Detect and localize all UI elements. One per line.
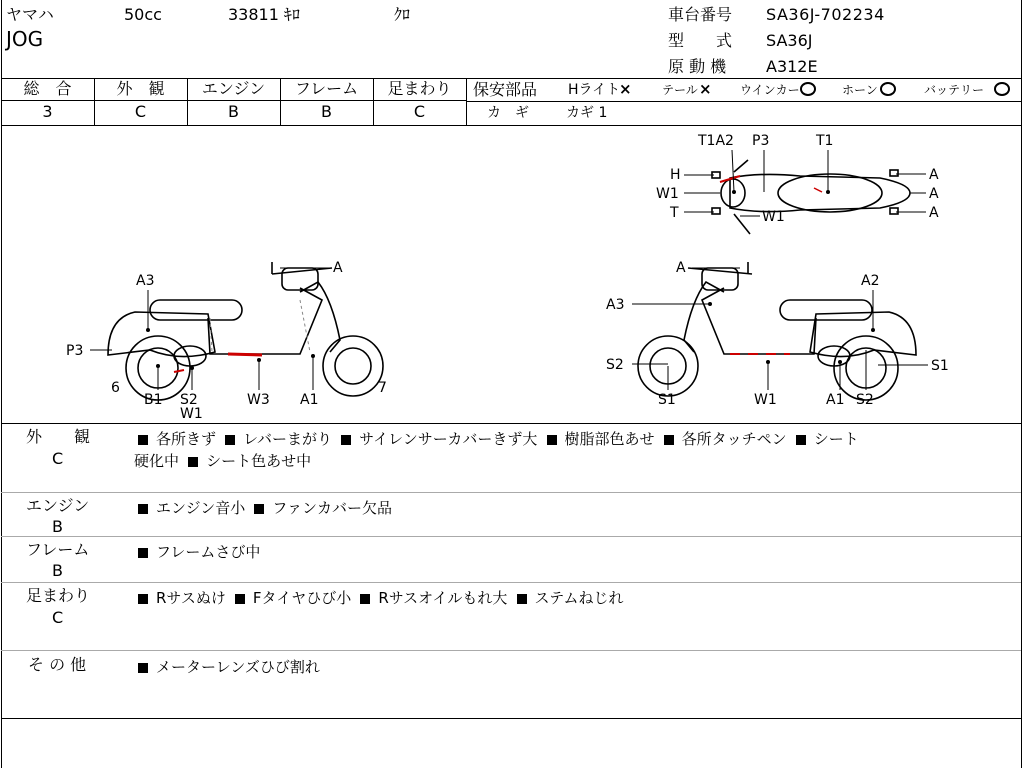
label-t: T — [670, 205, 679, 221]
engine-model-label: 原 動 機 — [668, 57, 727, 76]
label-w3: W3 — [247, 392, 270, 408]
label-a-top2: A — [929, 186, 939, 202]
label-h: H — [670, 167, 681, 183]
battery-label: バッテリー — [924, 83, 985, 97]
label-a1: A1 — [300, 392, 319, 408]
note-suspension-grade: C — [52, 608, 64, 627]
scooter-top-view — [712, 160, 910, 234]
winker-label: ウインカー — [740, 83, 800, 97]
floor-panel — [208, 288, 322, 354]
bullet-icon — [138, 504, 148, 514]
type-value: SA36J — [766, 31, 813, 50]
bullet-icon — [235, 594, 245, 604]
label-a-top3: A — [929, 205, 939, 221]
label-w1-top-b: W1 — [762, 209, 785, 225]
circle-icon — [800, 82, 816, 96]
bullet-icon — [517, 594, 527, 604]
label-a2-r: A2 — [861, 273, 880, 289]
bullet-icon — [188, 457, 198, 467]
label-s1b-r: S1 — [658, 392, 676, 408]
label-a3-r: A3 — [606, 297, 625, 313]
label-s1-r: S1 — [931, 358, 949, 374]
label-p3-top: P3 — [752, 133, 770, 149]
safety-mid — [467, 101, 1021, 102]
bullet-icon — [138, 594, 148, 604]
suspension-grade: C — [413, 102, 426, 121]
overall-label: 総 合 — [23, 79, 72, 98]
type-label: 型 式 — [668, 31, 733, 50]
taillight-label: テール — [662, 83, 698, 97]
displacement: 50cc — [124, 5, 162, 24]
scooter-diagram — [0, 126, 1024, 422]
frame-grade: B — [321, 102, 332, 121]
safety-label: 保安部品 — [473, 80, 538, 99]
notes-bottom — [1, 718, 1021, 719]
circle-icon — [994, 82, 1010, 96]
label-s2-r: S2 — [606, 357, 624, 373]
label-6: 6 — [111, 380, 120, 396]
label-a: A — [333, 260, 343, 276]
note-frame-label: フレーム — [26, 540, 90, 559]
label-t1: T1 — [816, 133, 834, 149]
engine-model-value: A312E — [766, 57, 818, 76]
key-value: カギ 1 — [566, 105, 608, 121]
bullet-icon — [138, 663, 148, 673]
bullet-icon — [138, 435, 148, 445]
note-engine-items: エンジン音小 ファンカバー欠品 — [134, 497, 392, 518]
front-wheel — [323, 336, 383, 396]
label-w1-top: W1 — [656, 186, 679, 202]
note-frame-grade: B — [52, 561, 63, 580]
note-other-label: そ の 他 — [28, 655, 87, 674]
note-suspension-label: 足まわり — [26, 586, 91, 605]
exterior-grade: C — [134, 102, 147, 121]
frame-no-label: 車台番号 — [668, 5, 733, 24]
grade-table-mid — [1, 100, 467, 101]
bullet-icon — [796, 435, 806, 445]
note-exterior-label: 外 観 — [26, 427, 91, 446]
label-s2: S2 — [180, 392, 198, 408]
note-other-items: メーターレンズひび割れ — [134, 656, 320, 677]
model-name: JOG — [6, 27, 44, 51]
cross-icon: × — [699, 80, 712, 98]
bullet-icon — [138, 548, 148, 558]
notes-top — [1, 423, 1021, 424]
mileage: 33811 ｷﾛ — [228, 5, 300, 24]
label-t1a2: T1A2 — [698, 133, 734, 149]
bullet-icon — [254, 504, 264, 514]
color: ｸﾛ — [394, 5, 411, 24]
overall-grade: 3 — [42, 102, 53, 121]
bullet-icon — [664, 435, 674, 445]
label-a1-r: A1 — [826, 392, 845, 408]
maker: ヤマハ — [6, 5, 54, 24]
label-7: 7 — [378, 380, 387, 396]
label-b1: B1 — [144, 392, 163, 408]
note-exterior-items-line2: 硬化中 シート色あせ中 — [134, 452, 312, 470]
horn-label: ホーン — [842, 83, 878, 97]
rear-body — [108, 312, 215, 357]
key-label: カ ギ — [487, 105, 529, 121]
note-suspension-items: Rサスぬけ Fタイヤひび小 Rサスオイルもれ大 ステムねじれ — [134, 587, 623, 608]
cross-icon: × — [619, 80, 632, 98]
label-a-top1: A — [929, 167, 939, 183]
circle-icon — [880, 82, 896, 96]
label-a3: A3 — [136, 273, 155, 289]
engine-grade: B — [228, 102, 239, 121]
note-engine-grade: B — [52, 517, 63, 536]
suspension-label: 足まわり — [387, 79, 452, 98]
bullet-icon — [225, 435, 235, 445]
label-p3: P3 — [66, 343, 84, 359]
label-w1-r: W1 — [754, 392, 777, 408]
seat-top — [778, 174, 882, 212]
label-a-r: A — [676, 260, 686, 276]
note-frame-items: フレームさび中 — [134, 541, 260, 562]
exterior-label: 外 観 — [116, 79, 165, 98]
frame-no: SA36J-702234 — [766, 5, 885, 24]
engine-label: エンジン — [201, 79, 266, 98]
note-exterior-grade: C — [52, 449, 64, 468]
seat — [150, 300, 242, 320]
headlight-label: Hライト — [568, 82, 621, 98]
label-s2b-r: S2 — [856, 392, 874, 408]
note-exterior-items: 各所きず レバーまがり サイレンサーカバーきず大 樹脂部色あせ 各所タッチペン シート — [134, 428, 859, 449]
bullet-icon — [341, 435, 351, 445]
bullet-icon — [547, 435, 557, 445]
note-engine-label: エンジン — [26, 496, 90, 515]
label-w1: W1 — [180, 406, 203, 422]
bullet-icon — [360, 594, 370, 604]
frame-label: フレーム — [294, 79, 359, 98]
